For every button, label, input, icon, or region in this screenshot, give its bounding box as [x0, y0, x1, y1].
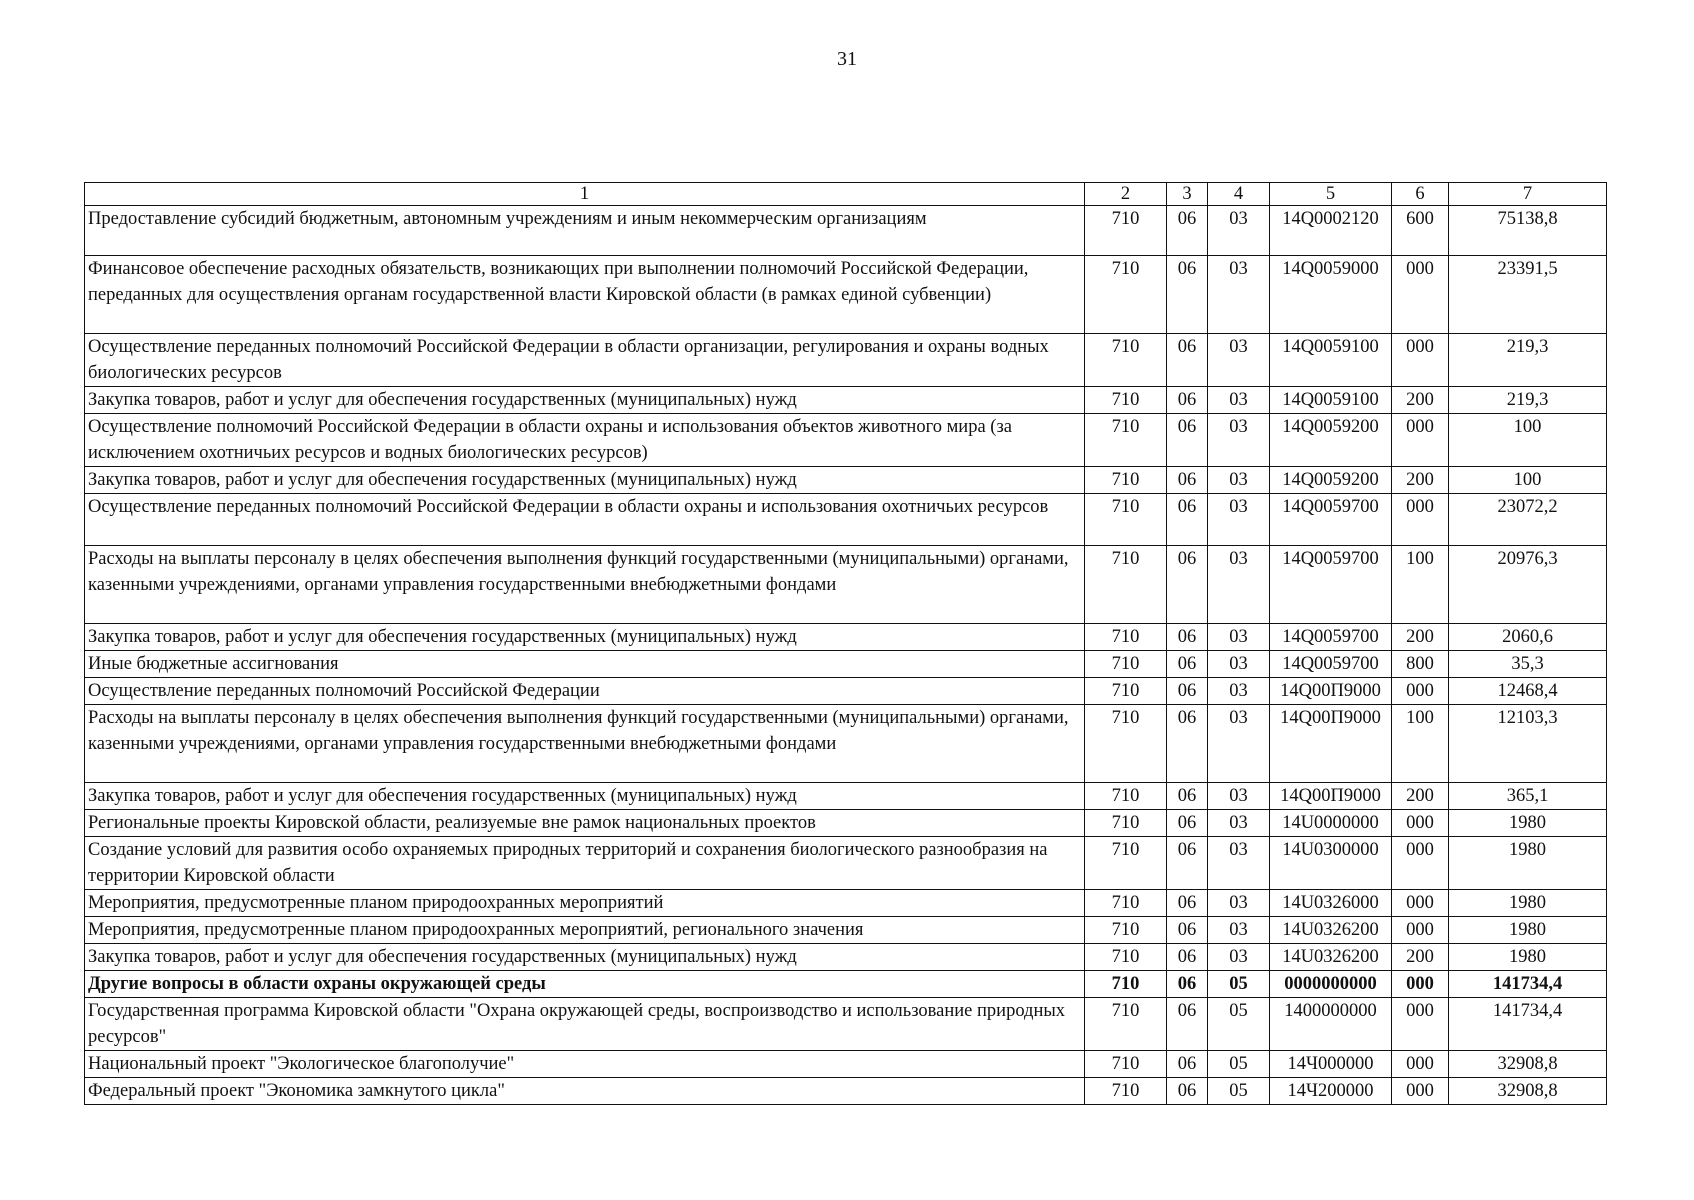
row-code-2: 710: [1085, 334, 1167, 387]
row-code-6: 000: [1392, 837, 1449, 890]
row-name: Создание условий для развития особо охраняемых природных территорий и сохранения биологического разнообразия на территории Кировской области: [85, 837, 1085, 890]
row-code-5: 14Q00П9000: [1270, 705, 1392, 783]
row-code-4: 03: [1208, 494, 1270, 546]
row-code-3: 06: [1167, 810, 1208, 837]
column-header: 4: [1208, 183, 1270, 206]
row-amount: 1980: [1449, 810, 1607, 837]
table-row: [85, 944, 1607, 971]
column-header: 5: [1270, 183, 1392, 206]
header-row: [85, 183, 1607, 206]
row-code-3: 06: [1167, 387, 1208, 414]
row-name: Закупка товаров, работ и услуг для обеспечения государственных (муниципальных) нужд: [85, 387, 1085, 414]
table-row: [85, 705, 1607, 783]
row-code-3: 06: [1167, 944, 1208, 971]
row-name: Мероприятия, предусмотренные планом природоохранных мероприятий, регионального значения: [85, 917, 1085, 944]
row-code-5: 14Q0059100: [1270, 334, 1392, 387]
row-amount: 1980: [1449, 890, 1607, 917]
row-code-5: 14U0000000: [1270, 810, 1392, 837]
row-code-6: 200: [1392, 783, 1449, 810]
row-code-2: 710: [1085, 494, 1167, 546]
row-code-4: 03: [1208, 678, 1270, 705]
row-amount: 12103,3: [1449, 705, 1607, 783]
row-code-2: 710: [1085, 998, 1167, 1051]
row-amount: 32908,8: [1449, 1078, 1607, 1105]
table-row: [85, 414, 1607, 467]
table-row: [85, 1078, 1607, 1105]
table-body: [85, 206, 1607, 1105]
row-code-2: 710: [1085, 783, 1167, 810]
column-header: 2: [1085, 183, 1167, 206]
row-code-5: 14Q0059200: [1270, 414, 1392, 467]
row-code-4: 03: [1208, 414, 1270, 467]
row-code-4: 03: [1208, 810, 1270, 837]
table-row: [85, 467, 1607, 494]
row-amount: 141734,4: [1449, 971, 1607, 998]
table-row: [85, 334, 1607, 387]
row-code-3: 06: [1167, 467, 1208, 494]
row-code-5: 14Q0002120: [1270, 206, 1392, 256]
row-code-6: 800: [1392, 651, 1449, 678]
row-amount: 2060,6: [1449, 624, 1607, 651]
row-code-4: 03: [1208, 546, 1270, 624]
row-code-3: 06: [1167, 678, 1208, 705]
row-code-4: 05: [1208, 1078, 1270, 1105]
table-row: [85, 783, 1607, 810]
row-code-2: 710: [1085, 651, 1167, 678]
row-name: Федеральный проект "Экономика замкнутого цикла": [85, 1078, 1085, 1105]
row-code-2: 710: [1085, 206, 1167, 256]
row-code-6: 000: [1392, 998, 1449, 1051]
row-code-4: 03: [1208, 944, 1270, 971]
row-code-6: 000: [1392, 678, 1449, 705]
row-code-6: 200: [1392, 387, 1449, 414]
row-code-6: 000: [1392, 256, 1449, 334]
row-code-4: 03: [1208, 651, 1270, 678]
row-name: Осуществление переданных полномочий Российской Федерации: [85, 678, 1085, 705]
row-name: Финансовое обеспечение расходных обязательств, возникающих при выполнении полномочий Российской Федерации, переданных для осуществления органам государственной власти Кировской области (в рамках единой субвенции): [85, 256, 1085, 334]
row-code-5: 14Ч000000: [1270, 1051, 1392, 1078]
row-amount: 23391,5: [1449, 256, 1607, 334]
row-code-3: 06: [1167, 414, 1208, 467]
row-name: Закупка товаров, работ и услуг для обеспечения государственных (муниципальных) нужд: [85, 624, 1085, 651]
row-code-6: 100: [1392, 546, 1449, 624]
row-amount: 1980: [1449, 837, 1607, 890]
row-code-3: 06: [1167, 206, 1208, 256]
row-code-4: 03: [1208, 890, 1270, 917]
table-row: [85, 971, 1607, 998]
row-code-4: 03: [1208, 467, 1270, 494]
table-row: [85, 678, 1607, 705]
row-code-4: 05: [1208, 1051, 1270, 1078]
row-code-4: 03: [1208, 206, 1270, 256]
table-row: [85, 206, 1607, 256]
page-number: 31: [837, 48, 857, 70]
row-code-4: 03: [1208, 783, 1270, 810]
row-code-5: 0000000000: [1270, 971, 1392, 998]
row-code-2: 710: [1085, 1051, 1167, 1078]
row-code-5: 1400000000: [1270, 998, 1392, 1051]
row-name: Другие вопросы в области охраны окружающей среды: [85, 971, 1085, 998]
row-code-2: 710: [1085, 414, 1167, 467]
column-header: 6: [1392, 183, 1449, 206]
row-amount: 100: [1449, 467, 1607, 494]
row-name: Иные бюджетные ассигнования: [85, 651, 1085, 678]
row-code-5: 14U0300000: [1270, 837, 1392, 890]
row-name: Государственная программа Кировской области "Охрана окружающей среды, воспроизводство и использование природных ресурсов": [85, 998, 1085, 1051]
table-row: [85, 810, 1607, 837]
row-code-6: 000: [1392, 890, 1449, 917]
row-code-6: 000: [1392, 414, 1449, 467]
row-code-6: 000: [1392, 971, 1449, 998]
row-amount: 141734,4: [1449, 998, 1607, 1051]
row-code-5: 14Q0059700: [1270, 546, 1392, 624]
table-row: [85, 917, 1607, 944]
row-code-2: 710: [1085, 678, 1167, 705]
row-code-4: 03: [1208, 387, 1270, 414]
row-code-5: 14Q0059200: [1270, 467, 1392, 494]
row-code-3: 06: [1167, 651, 1208, 678]
row-code-5: 14Q0059700: [1270, 494, 1392, 546]
table-row: [85, 890, 1607, 917]
row-code-2: 710: [1085, 387, 1167, 414]
row-code-5: 14Ч200000: [1270, 1078, 1392, 1105]
row-code-5: 14U0326000: [1270, 890, 1392, 917]
row-code-3: 06: [1167, 998, 1208, 1051]
row-code-6: 000: [1392, 494, 1449, 546]
row-code-5: 14Q00П9000: [1270, 678, 1392, 705]
row-code-5: 14Q0059700: [1270, 624, 1392, 651]
row-code-5: 14U0326200: [1270, 917, 1392, 944]
row-code-3: 06: [1167, 546, 1208, 624]
row-code-3: 06: [1167, 624, 1208, 651]
row-code-2: 710: [1085, 944, 1167, 971]
row-code-4: 03: [1208, 705, 1270, 783]
row-amount: 219,3: [1449, 334, 1607, 387]
row-code-5: 14Q00П9000: [1270, 783, 1392, 810]
column-header: 7: [1449, 183, 1607, 206]
row-code-5: 14Q0059000: [1270, 256, 1392, 334]
row-name: Осуществление полномочий Российской Федерации в области охраны и использования объектов животного мира (за исключением охотничьих ресурсов и водных биологических ресурсов): [85, 414, 1085, 467]
row-code-6: 000: [1392, 1051, 1449, 1078]
row-amount: 20976,3: [1449, 546, 1607, 624]
row-code-3: 06: [1167, 256, 1208, 334]
table-row: [85, 651, 1607, 678]
row-name: Закупка товаров, работ и услуг для обеспечения государственных (муниципальных) нужд: [85, 467, 1085, 494]
row-code-3: 06: [1167, 494, 1208, 546]
row-code-6: 200: [1392, 944, 1449, 971]
row-code-6: 000: [1392, 810, 1449, 837]
row-code-3: 06: [1167, 1051, 1208, 1078]
row-name: Закупка товаров, работ и услуг для обеспечения государственных (муниципальных) нужд: [85, 783, 1085, 810]
row-code-3: 06: [1167, 334, 1208, 387]
row-code-3: 06: [1167, 1078, 1208, 1105]
table-row: [85, 546, 1607, 624]
row-code-5: 14Q0059700: [1270, 651, 1392, 678]
row-code-3: 06: [1167, 890, 1208, 917]
row-code-2: 710: [1085, 624, 1167, 651]
row-amount: 23072,2: [1449, 494, 1607, 546]
row-amount: 365,1: [1449, 783, 1607, 810]
row-amount: 75138,8: [1449, 206, 1607, 256]
row-code-3: 06: [1167, 971, 1208, 998]
row-amount: 32908,8: [1449, 1051, 1607, 1078]
row-name: Расходы на выплаты персоналу в целях обеспечения выполнения функций государственными (муниципальными) органами, казенными учреждениями, органами управления государственными внебюджетными фондами: [85, 546, 1085, 624]
table-row: [85, 998, 1607, 1051]
row-code-4: 05: [1208, 998, 1270, 1051]
row-amount: 1980: [1449, 944, 1607, 971]
row-amount: 219,3: [1449, 387, 1607, 414]
row-code-6: 200: [1392, 467, 1449, 494]
column-header: 1: [85, 183, 1085, 206]
row-code-2: 710: [1085, 1078, 1167, 1105]
row-code-4: 03: [1208, 917, 1270, 944]
row-name: Осуществление переданных полномочий Российской Федерации в области организации, регулирования и охраны водных биологических ресурсов: [85, 334, 1085, 387]
row-name: Мероприятия, предусмотренные планом природоохранных мероприятий: [85, 890, 1085, 917]
row-code-6: 000: [1392, 334, 1449, 387]
row-name: Предоставление субсидий бюджетным, автономным учреждениям и иным некоммерческим организациям: [85, 206, 1085, 256]
row-code-4: 03: [1208, 837, 1270, 890]
row-name: Национальный проект "Экологическое благополучие": [85, 1051, 1085, 1078]
column-header: 3: [1167, 183, 1208, 206]
row-amount: 35,3: [1449, 651, 1607, 678]
table-row: [85, 837, 1607, 890]
budget-table: [84, 182, 1607, 1105]
row-name: Закупка товаров, работ и услуг для обеспечения государственных (муниципальных) нужд: [85, 944, 1085, 971]
row-name: Осуществление переданных полномочий Российской Федерации в области охраны и использования охотничьих ресурсов: [85, 494, 1085, 546]
row-code-2: 710: [1085, 971, 1167, 998]
table-row: [85, 387, 1607, 414]
row-name: Региональные проекты Кировской области, реализуемые вне рамок национальных проектов: [85, 810, 1085, 837]
row-code-3: 06: [1167, 705, 1208, 783]
row-code-6: 100: [1392, 705, 1449, 783]
row-amount: 12468,4: [1449, 678, 1607, 705]
row-code-2: 710: [1085, 890, 1167, 917]
table-row: [85, 256, 1607, 334]
row-code-2: 710: [1085, 467, 1167, 494]
row-code-2: 710: [1085, 705, 1167, 783]
table-row: [85, 624, 1607, 651]
row-code-4: 05: [1208, 971, 1270, 998]
row-code-2: 710: [1085, 917, 1167, 944]
row-code-3: 06: [1167, 837, 1208, 890]
row-code-6: 200: [1392, 624, 1449, 651]
row-name: Расходы на выплаты персоналу в целях обеспечения выполнения функций государственными (муниципальными) органами, казенными учреждениями, органами управления государственными внебюджетными фондами: [85, 705, 1085, 783]
row-code-4: 03: [1208, 334, 1270, 387]
row-code-2: 710: [1085, 837, 1167, 890]
table-row: [85, 1051, 1607, 1078]
table-row: [85, 494, 1607, 546]
row-amount: 100: [1449, 414, 1607, 467]
row-code-6: 000: [1392, 1078, 1449, 1105]
row-code-6: 600: [1392, 206, 1449, 256]
row-code-2: 710: [1085, 256, 1167, 334]
row-code-6: 000: [1392, 917, 1449, 944]
row-amount: 1980: [1449, 917, 1607, 944]
row-code-4: 03: [1208, 624, 1270, 651]
row-code-4: 03: [1208, 256, 1270, 334]
row-code-2: 710: [1085, 810, 1167, 837]
row-code-3: 06: [1167, 783, 1208, 810]
row-code-2: 710: [1085, 546, 1167, 624]
row-code-5: 14U0326200: [1270, 944, 1392, 971]
row-code-3: 06: [1167, 917, 1208, 944]
row-code-5: 14Q0059100: [1270, 387, 1392, 414]
